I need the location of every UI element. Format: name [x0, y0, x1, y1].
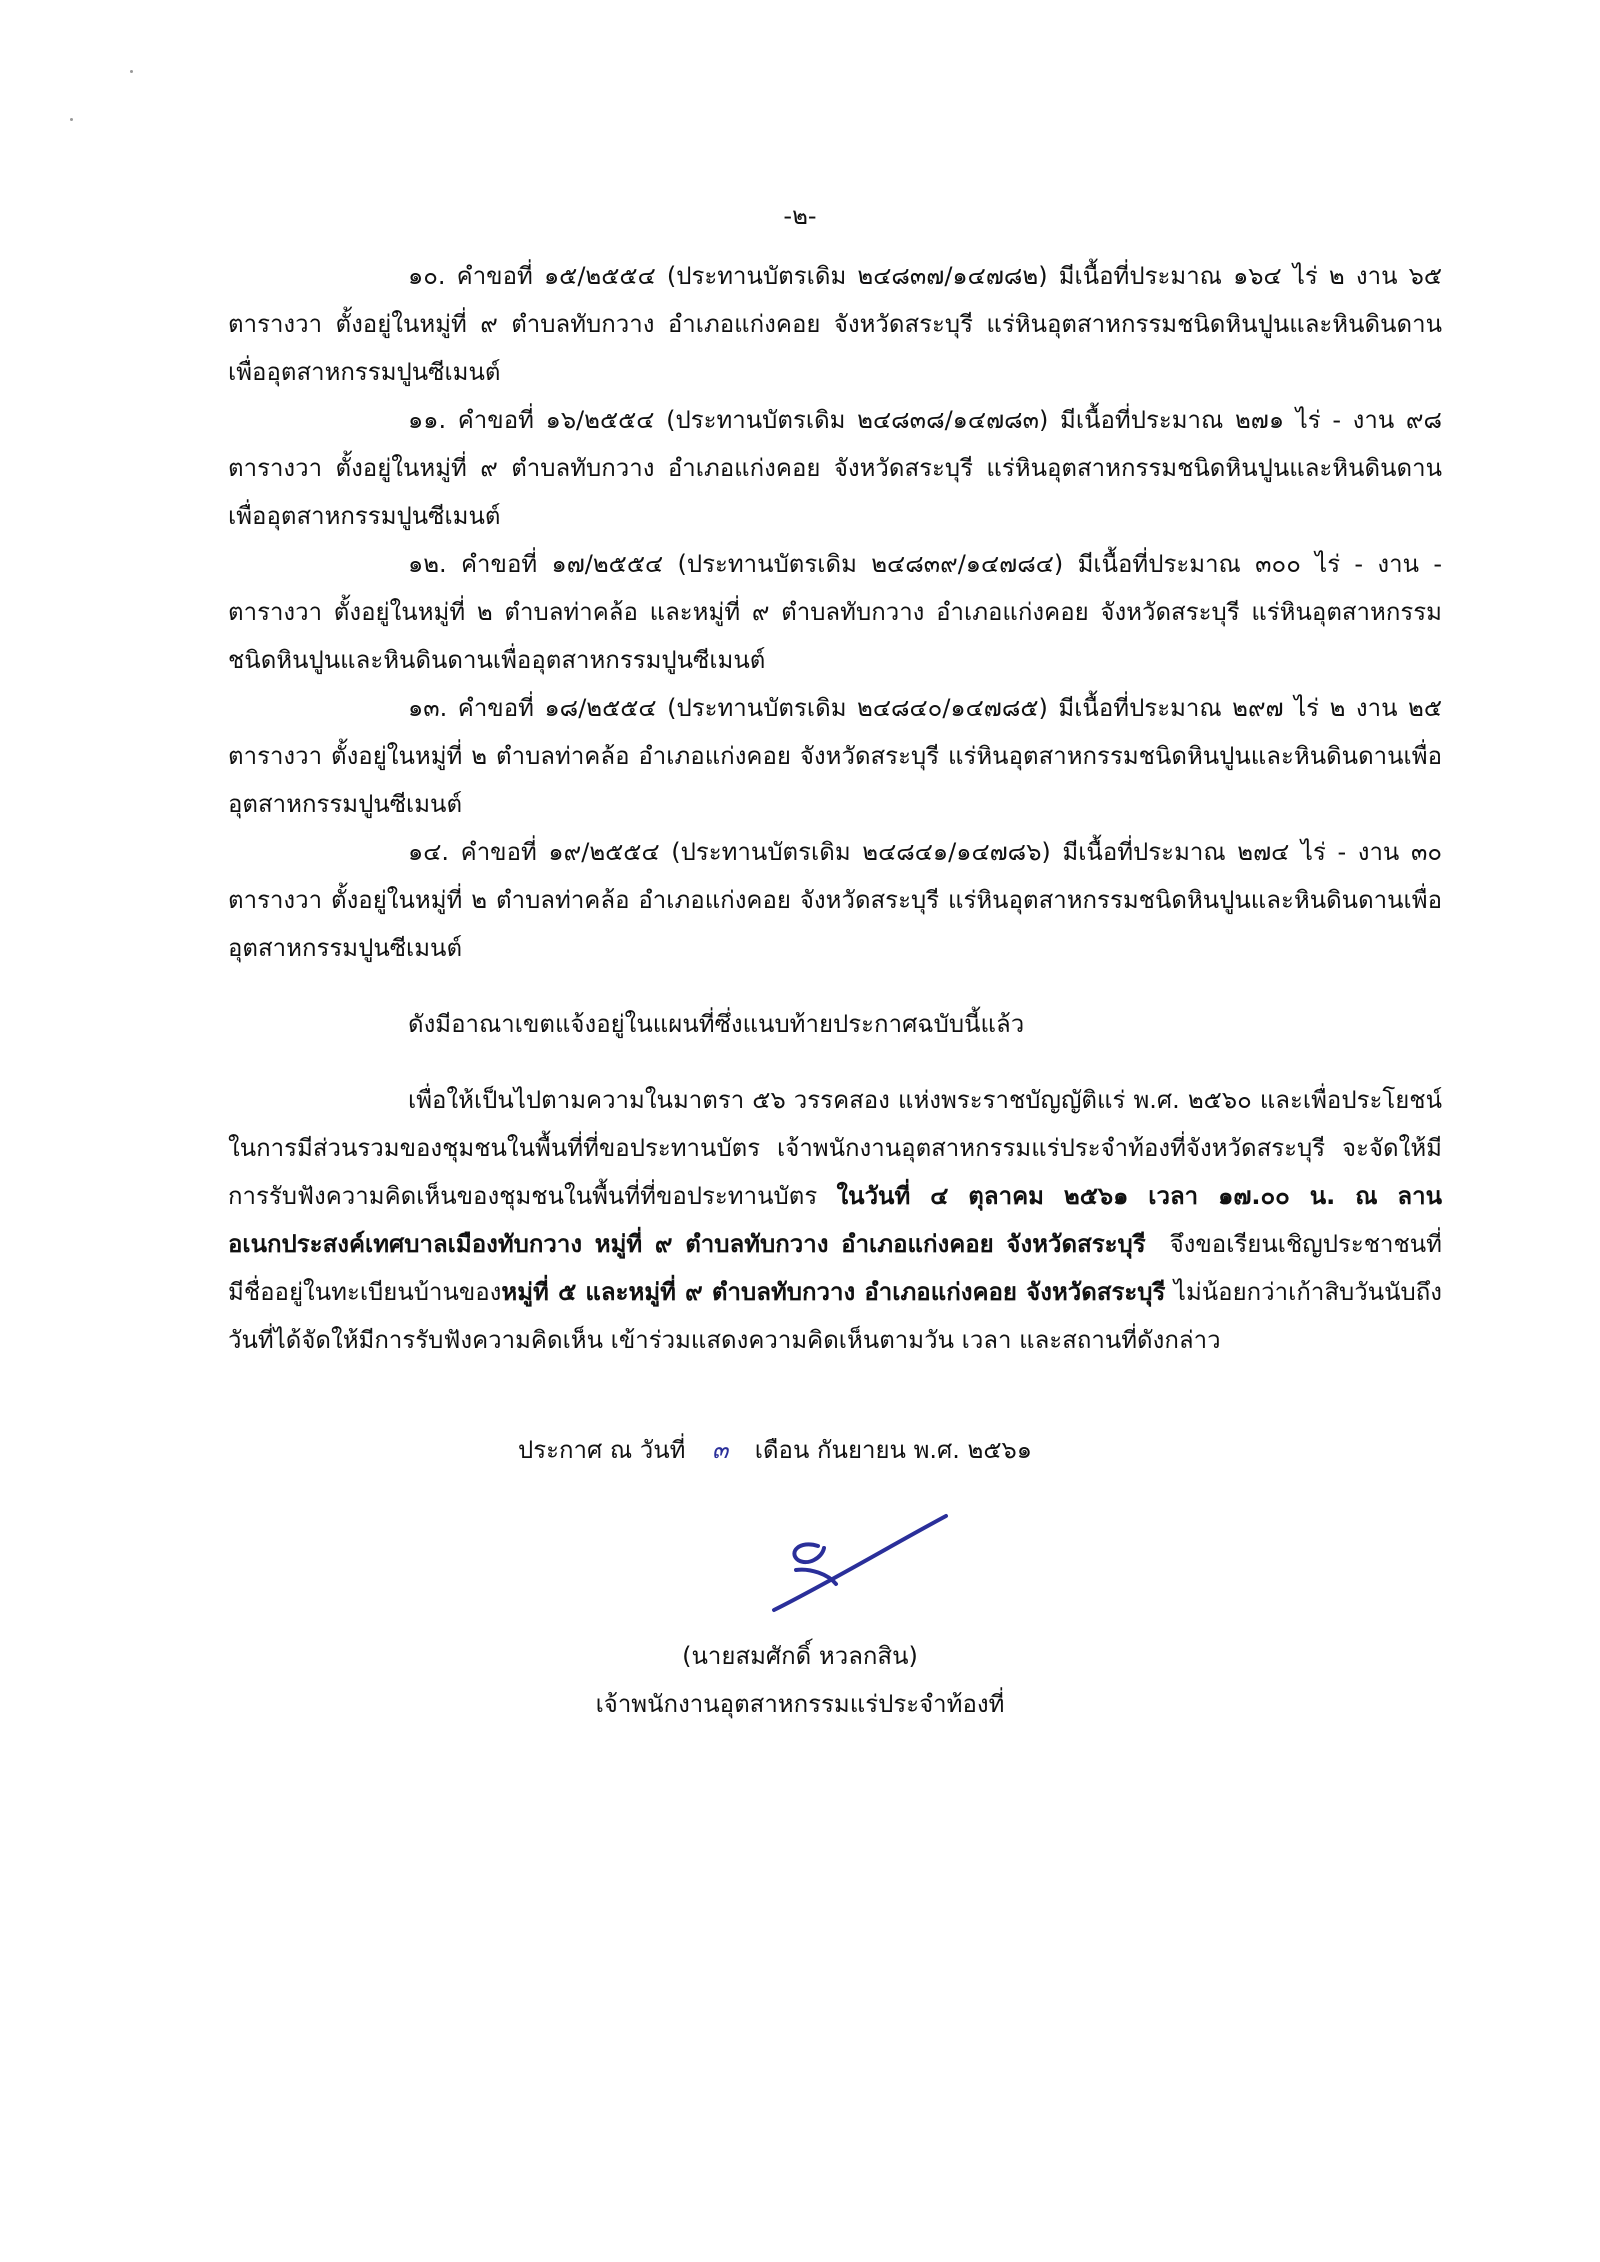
invited-villages: หมู่ที่ ๕ และหมู่ที่ ๙ ตำบลทับกวาง อำเภอแก่งคอย จังหวัดสระบุรี: [501, 1278, 1166, 1306]
handwritten-day: ๓: [711, 1436, 729, 1464]
area-note: ดังมีอาณาเขตแจ้งอยู่ในแผนที่ซึ่งแนบท้ายประกาศฉบับนี้แล้ว: [408, 1010, 1025, 1038]
announcement-date: [518, 1430, 1032, 1469]
signer-name: (นายสมศักดิ์ หวลกสิน): [682, 1642, 918, 1670]
meeting-datetime-location: ในวันที่ ๔ ตุลาคม ๒๕๖๑ เวลา ๑๗.๐๐ น. ณ ลานอเนกประสงค์เทศบาลเมืองทับกวาง หมู่ที่ ๙ ตำบลทับกวาง อำเภอแก่งคอย จังหวัดสระบุรี: [228, 1182, 1442, 1258]
date-suffix: เดือน กันยายน พ.ศ. ๒๕๖๑: [754, 1436, 1032, 1464]
announcement-text: ไม่น้อยกว่าเก้าสิบวันนับถึงวันที่ได้จัดให้มีการรับฟังความคิดเห็น เข้าร่วมแสดงความคิดเห็นตามวัน เวลา และสถานที่ดังกล่าว: [228, 1278, 1442, 1354]
scan-speck: [130, 70, 133, 73]
document-body: [228, 252, 1442, 1364]
list-item: ๑๑. คำขอที่ ๑๖/๒๕๕๔ (ประทานบัตรเดิม ๒๔๘๓๘/๑๔๗๘๓) มีเนื้อที่ประมาณ ๒๗๑ ไร่ - งาน ๙๘ ตารางวา ตั้งอยู่ในหมู่ที่ ๙ ตำบลทับกวาง อำเภอแก่งคอย จังหวัดสระบุรี แร่หินอุตสาหกรรมชนิดหินปูนและหินดินดานเพื่ออุตสาหกรรมปูนซีเมนต์: [228, 406, 1442, 530]
signer-title: เจ้าพนักงานอุตสาหกรรมแร่ประจำท้องที่: [595, 1690, 1005, 1718]
list-item: ๑๓. คำขอที่ ๑๘/๒๕๕๔ (ประทานบัตรเดิม ๒๔๘๔๐/๑๔๗๘๕) มีเนื้อที่ประมาณ ๒๙๗ ไร่ ๒ งาน ๒๕ ตารางวา ตั้งอยู่ในหมู่ที่ ๒ ตำบลท่าคล้อ อำเภอแก่งคอย จังหวัดสระบุรี แร่หินอุตสาหกรรมชนิดหินปูนและหินดินดานเพื่ออุตสาหกรรมปูนซีเมนต์: [228, 694, 1442, 818]
scan-speck: [70, 118, 73, 121]
list-item: ๑๔. คำขอที่ ๑๙/๒๕๕๔ (ประทานบัตรเดิม ๒๔๘๔๑/๑๔๗๘๖) มีเนื้อที่ประมาณ ๒๗๔ ไร่ - งาน ๓๐ ตารางวา ตั้งอยู่ในหมู่ที่ ๒ ตำบลท่าคล้อ อำเภอแก่งคอย จังหวัดสระบุรี แร่หินอุตสาหกรรมชนิดหินปูนและหินดินดานเพื่ออุตสาหกรรมปูนซีเมนต์: [228, 838, 1442, 962]
page-number: -๒-: [783, 202, 817, 230]
announcement-text: เพื่อให้เป็นไปตามความในมาตรา ๕๖ วรรคสอง แห่งพระราชบัญญัติแร่ พ.ศ. ๒๕๖๐ และเพื่อประโยชน์ในการมีส่วนรวมของชุมชนในพื้นที่ที่ขอประทานบัตร เจ้าพนักงานอุตสาหกรรมแร่ประจำท้องที่จังหวัดสระบุรี จะจัดให้มีการรับฟังความคิดเห็นของชุมชนในพื้นที่ที่ขอประทานบัตร: [228, 1086, 1442, 1210]
announcement-paragraph: [228, 1076, 1442, 1364]
signature: [770, 1508, 950, 1618]
list-item: ๑๒. คำขอที่ ๑๗/๒๕๕๔ (ประทานบัตรเดิม ๒๔๘๓๙/๑๔๗๘๔) มีเนื้อที่ประมาณ ๓๐๐ ไร่ - งาน - ตารางวา ตั้งอยู่ในหมู่ที่ ๒ ตำบลท่าคล้อ และหมู่ที่ ๙ ตำบลทับกวาง อำเภอแก่งคอย จังหวัดสระบุรี แร่หินอุตสาหกรรมชนิดหินปูนและหินดินดานเพื่ออุตสาหกรรมปูนซีเมนต์: [228, 550, 1442, 674]
date-prefix: ประกาศ ณ วันที่: [518, 1436, 686, 1464]
list-item: ๑๐. คำขอที่ ๑๕/๒๕๕๔ (ประทานบัตรเดิม ๒๔๘๓๗/๑๔๗๘๒) มีเนื้อที่ประมาณ ๑๖๔ ไร่ ๒ งาน ๖๕ ตารางวา ตั้งอยู่ในหมู่ที่ ๙ ตำบลทับกวาง อำเภอแก่งคอย จังหวัดสระบุรี แร่หินอุตสาหกรรมชนิดหินปูนและหินดินดานเพื่ออุตสาหกรรมปูนซีเมนต์: [228, 262, 1442, 386]
announcement-text: จึงขอเรียนเชิญประชาชนที่มีชื่ออยู่ในทะเบียนบ้านของ: [228, 1230, 1442, 1306]
